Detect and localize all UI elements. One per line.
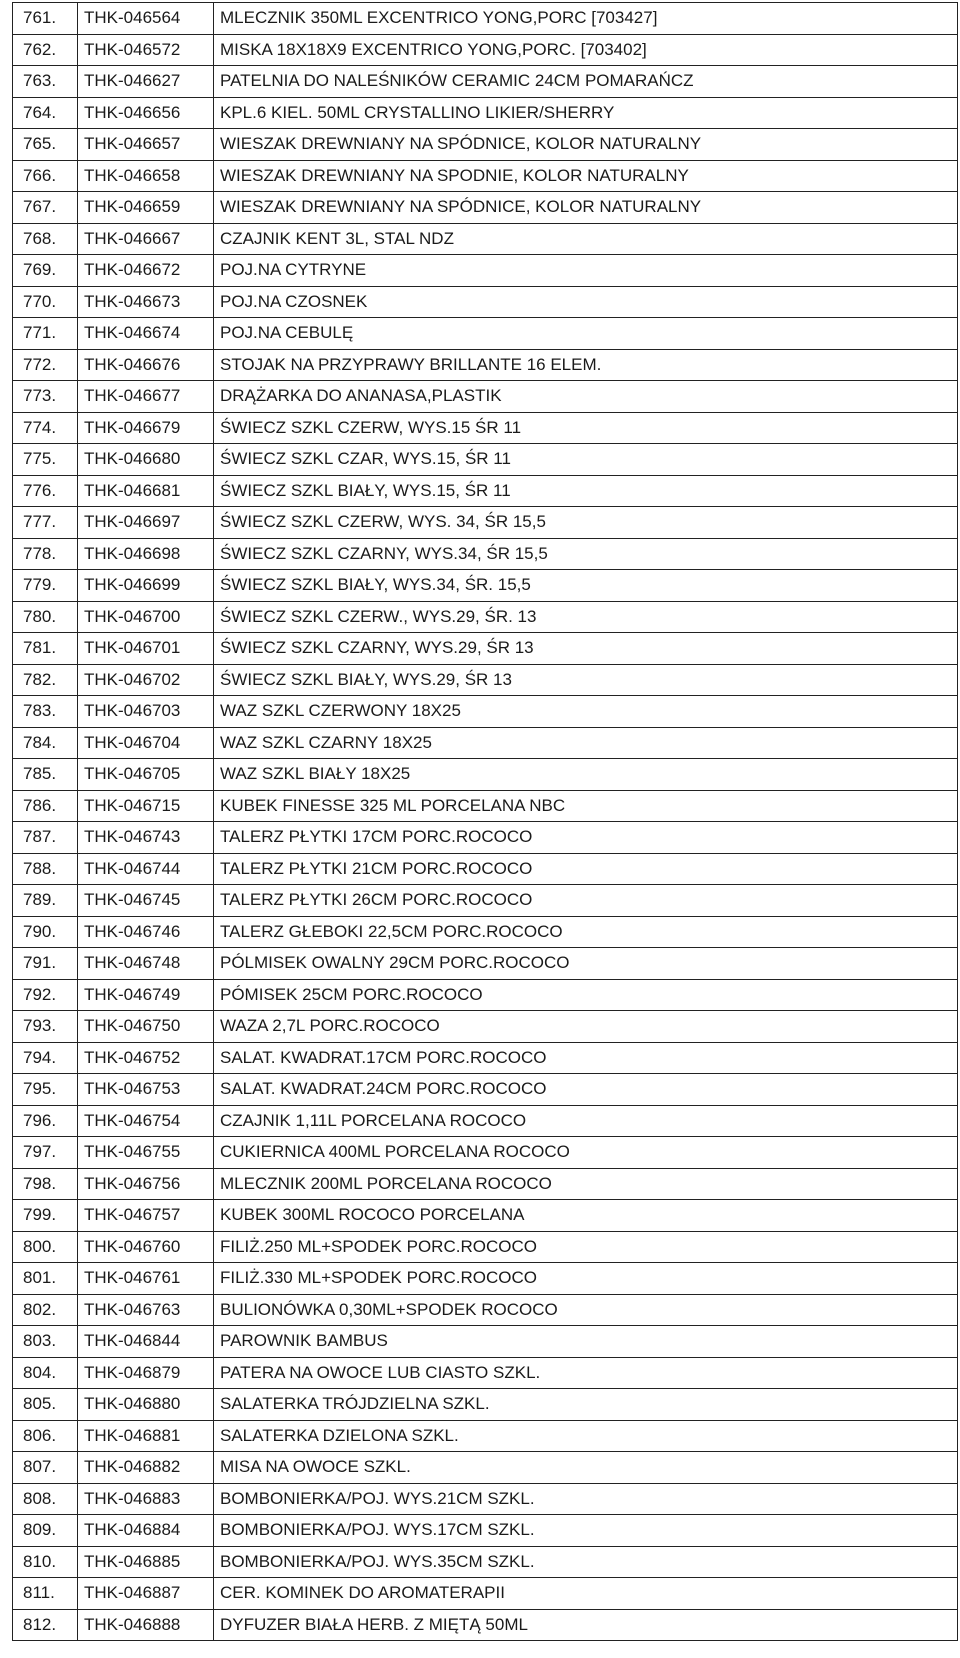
table-row [13, 1326, 958, 1358]
product-code: THK-046882 [78, 1452, 214, 1484]
product-code: THK-046657 [78, 129, 214, 161]
product-description: PÓLMISEK OWALNY 29CM PORC.ROCOCO [214, 948, 958, 980]
row-number: 778. [13, 538, 78, 570]
row-number: 811. [13, 1578, 78, 1610]
table-row [13, 822, 958, 854]
product-code: THK-046715 [78, 790, 214, 822]
table-row [13, 1231, 958, 1263]
product-description: SALAT. KWADRAT.17CM PORC.ROCOCO [214, 1042, 958, 1074]
product-code: THK-046680 [78, 444, 214, 476]
product-code: THK-046880 [78, 1389, 214, 1421]
table-row [13, 853, 958, 885]
product-description: POJ.NA CYTRYNE [214, 255, 958, 287]
row-number: 812. [13, 1609, 78, 1641]
row-number: 809. [13, 1515, 78, 1547]
product-description: MISKA 18X18X9 EXCENTRICO YONG,PORC. [703402] [214, 34, 958, 66]
product-code: THK-046672 [78, 255, 214, 287]
product-code: THK-046743 [78, 822, 214, 854]
table-row [13, 1137, 958, 1169]
product-code: THK-046702 [78, 664, 214, 696]
product-description: WIESZAK DREWNIANY NA SPÓDNICE, KOLOR NATURALNY [214, 129, 958, 161]
product-description: SALATERKA DZIELONA SZKL. [214, 1420, 958, 1452]
product-description: TALERZ PŁYTKI 21CM PORC.ROCOCO [214, 853, 958, 885]
table-row [13, 1200, 958, 1232]
product-code: THK-046755 [78, 1137, 214, 1169]
table-row [13, 318, 958, 350]
product-code: THK-046748 [78, 948, 214, 980]
product-description: WAZ SZKL BIAŁY 18X25 [214, 759, 958, 791]
table-row [13, 381, 958, 413]
table-row [13, 1105, 958, 1137]
product-code: THK-046701 [78, 633, 214, 665]
product-code: THK-046744 [78, 853, 214, 885]
table-row [13, 633, 958, 665]
row-number: 794. [13, 1042, 78, 1074]
table-row [13, 948, 958, 980]
product-description: MLECZNIK 350ML EXCENTRICO YONG,PORC [703427] [214, 3, 958, 35]
product-code: THK-046844 [78, 1326, 214, 1358]
table-row [13, 1168, 958, 1200]
row-number: 803. [13, 1326, 78, 1358]
product-code: THK-046885 [78, 1546, 214, 1578]
row-number: 780. [13, 601, 78, 633]
row-number: 779. [13, 570, 78, 602]
row-number: 796. [13, 1105, 78, 1137]
product-code: THK-046879 [78, 1357, 214, 1389]
row-number: 804. [13, 1357, 78, 1389]
table-row [13, 696, 958, 728]
table-row [13, 1042, 958, 1074]
table-row [13, 916, 958, 948]
product-description: ŚWIECZ SZKL CZERW, WYS. 34, ŚR 15,5 [214, 507, 958, 539]
table-row [13, 601, 958, 633]
row-number: 773. [13, 381, 78, 413]
row-number: 788. [13, 853, 78, 885]
row-number: 798. [13, 1168, 78, 1200]
product-description: WAZ SZKL CZARNY 18X25 [214, 727, 958, 759]
product-description: ŚWIECZ SZKL CZERW, WYS.15 ŚR 11 [214, 412, 958, 444]
row-number: 766. [13, 160, 78, 192]
row-number: 802. [13, 1294, 78, 1326]
table-row [13, 97, 958, 129]
product-description: CER. KOMINEK DO AROMATERAPII [214, 1578, 958, 1610]
row-number: 792. [13, 979, 78, 1011]
row-number: 797. [13, 1137, 78, 1169]
table-row [13, 475, 958, 507]
table-row [13, 1011, 958, 1043]
table-row [13, 3, 958, 35]
row-number: 787. [13, 822, 78, 854]
product-code: THK-046656 [78, 97, 214, 129]
product-description: ŚWIECZ SZKL BIAŁY, WYS.15, ŚR 11 [214, 475, 958, 507]
product-description: FILIŻ.330 ML+SPODEK PORC.ROCOCO [214, 1263, 958, 1295]
product-description: TALERZ GŁEBOKI 22,5CM PORC.ROCOCO [214, 916, 958, 948]
product-description: TALERZ PŁYTKI 26CM PORC.ROCOCO [214, 885, 958, 917]
table-row [13, 34, 958, 66]
row-number: 786. [13, 790, 78, 822]
row-number: 784. [13, 727, 78, 759]
row-number: 776. [13, 475, 78, 507]
row-number: 793. [13, 1011, 78, 1043]
product-description: POJ.NA CEBULĘ [214, 318, 958, 350]
product-code: THK-046763 [78, 1294, 214, 1326]
table-row [13, 66, 958, 98]
row-number: 770. [13, 286, 78, 318]
table-row [13, 129, 958, 161]
row-number: 805. [13, 1389, 78, 1421]
product-description: KUBEK 300ML ROCOCO PORCELANA [214, 1200, 958, 1232]
product-code: THK-046745 [78, 885, 214, 917]
product-description: ŚWIECZ SZKL CZARNY, WYS.29, ŚR 13 [214, 633, 958, 665]
table-row [13, 286, 958, 318]
product-code: THK-046697 [78, 507, 214, 539]
table-row [13, 790, 958, 822]
product-description: PÓMISEK 25CM PORC.ROCOCO [214, 979, 958, 1011]
table-row [13, 1074, 958, 1106]
product-description: SALATERKA TRÓJDZIELNA SZKL. [214, 1389, 958, 1421]
product-code: THK-046673 [78, 286, 214, 318]
product-code: THK-046705 [78, 759, 214, 791]
product-code: THK-046658 [78, 160, 214, 192]
product-code: THK-046881 [78, 1420, 214, 1452]
product-code: THK-046677 [78, 381, 214, 413]
product-description: POJ.NA CZOSNEK [214, 286, 958, 318]
product-code: THK-046698 [78, 538, 214, 570]
product-code: THK-046703 [78, 696, 214, 728]
product-code: THK-046704 [78, 727, 214, 759]
row-number: 777. [13, 507, 78, 539]
product-description: ŚWIECZ SZKL BIAŁY, WYS.29, ŚR 13 [214, 664, 958, 696]
table-row [13, 507, 958, 539]
row-number: 768. [13, 223, 78, 255]
product-code: THK-046752 [78, 1042, 214, 1074]
product-table-body [13, 3, 958, 1641]
table-row [13, 538, 958, 570]
row-number: 775. [13, 444, 78, 476]
product-code: THK-046667 [78, 223, 214, 255]
table-row [13, 349, 958, 381]
product-description: WIESZAK DREWNIANY NA SPODNIE, KOLOR NATURALNY [214, 160, 958, 192]
product-description: ŚWIECZ SZKL CZARNY, WYS.34, ŚR 15,5 [214, 538, 958, 570]
product-code: THK-046676 [78, 349, 214, 381]
table-row [13, 1420, 958, 1452]
product-description: PATELNIA DO NALEŚNIKÓW CERAMIC 24CM POMARAŃCZ [214, 66, 958, 98]
product-code: THK-046750 [78, 1011, 214, 1043]
table-row [13, 759, 958, 791]
table-row [13, 1578, 958, 1610]
table-row [13, 223, 958, 255]
row-number: 774. [13, 412, 78, 444]
table-row [13, 1294, 958, 1326]
table-row [13, 1263, 958, 1295]
table-row [13, 1357, 958, 1389]
table-row [13, 1483, 958, 1515]
product-description: ŚWIECZ SZKL CZERW., WYS.29, ŚR. 13 [214, 601, 958, 633]
product-description: DYFUZER BIAŁA HERB. Z MIĘTĄ 50ML [214, 1609, 958, 1641]
product-code: THK-046627 [78, 66, 214, 98]
product-description: WAZA 2,7L PORC.ROCOCO [214, 1011, 958, 1043]
product-code: THK-046746 [78, 916, 214, 948]
row-number: 789. [13, 885, 78, 917]
product-code: THK-046749 [78, 979, 214, 1011]
row-number: 761. [13, 3, 78, 35]
row-number: 771. [13, 318, 78, 350]
product-code: THK-046883 [78, 1483, 214, 1515]
product-description: WIESZAK DREWNIANY NA SPÓDNICE, KOLOR NATURALNY [214, 192, 958, 224]
product-code: THK-046761 [78, 1263, 214, 1295]
product-description: PAROWNIK BAMBUS [214, 1326, 958, 1358]
product-description: CZAJNIK KENT 3L, STAL NDZ [214, 223, 958, 255]
table-row [13, 1546, 958, 1578]
table-row [13, 1452, 958, 1484]
product-code: THK-046700 [78, 601, 214, 633]
row-number: 782. [13, 664, 78, 696]
product-code: THK-046884 [78, 1515, 214, 1547]
row-number: 808. [13, 1483, 78, 1515]
row-number: 763. [13, 66, 78, 98]
product-code: THK-046754 [78, 1105, 214, 1137]
row-number: 785. [13, 759, 78, 791]
row-number: 806. [13, 1420, 78, 1452]
product-code: THK-046564 [78, 3, 214, 35]
table-row [13, 664, 958, 696]
product-description: CZAJNIK 1,11L PORCELANA ROCOCO [214, 1105, 958, 1137]
product-description: KPL.6 KIEL. 50ML CRYSTALLINO LIKIER/SHERRY [214, 97, 958, 129]
table-row [13, 885, 958, 917]
row-number: 807. [13, 1452, 78, 1484]
product-code: THK-046887 [78, 1578, 214, 1610]
product-description: FILIŻ.250 ML+SPODEK PORC.ROCOCO [214, 1231, 958, 1263]
row-number: 790. [13, 916, 78, 948]
product-description: CUKIERNICA 400ML PORCELANA ROCOCO [214, 1137, 958, 1169]
product-description: DRĄŻARKA DO ANANASA,PLASTIK [214, 381, 958, 413]
row-number: 769. [13, 255, 78, 287]
product-code: THK-046572 [78, 34, 214, 66]
product-description: ŚWIECZ SZKL BIAŁY, WYS.34, ŚR. 15,5 [214, 570, 958, 602]
product-code: THK-046756 [78, 1168, 214, 1200]
row-number: 810. [13, 1546, 78, 1578]
product-code: THK-046753 [78, 1074, 214, 1106]
row-number: 795. [13, 1074, 78, 1106]
row-number: 765. [13, 129, 78, 161]
row-number: 772. [13, 349, 78, 381]
product-description: BULIONÓWKA 0,30ML+SPODEK ROCOCO [214, 1294, 958, 1326]
table-row [13, 570, 958, 602]
product-code: THK-046760 [78, 1231, 214, 1263]
table-row [13, 444, 958, 476]
row-number: 791. [13, 948, 78, 980]
product-description: KUBEK FINESSE 325 ML PORCELANA NBC [214, 790, 958, 822]
row-number: 762. [13, 34, 78, 66]
product-description: MISA NA OWOCE SZKL. [214, 1452, 958, 1484]
row-number: 801. [13, 1263, 78, 1295]
product-code: THK-046699 [78, 570, 214, 602]
row-number: 783. [13, 696, 78, 728]
table-row [13, 1389, 958, 1421]
row-number: 799. [13, 1200, 78, 1232]
table-row [13, 1609, 958, 1641]
product-code: THK-046757 [78, 1200, 214, 1232]
row-number: 767. [13, 192, 78, 224]
table-row [13, 255, 958, 287]
product-description: STOJAK NA PRZYPRAWY BRILLANTE 16 ELEM. [214, 349, 958, 381]
row-number: 800. [13, 1231, 78, 1263]
product-description: TALERZ PŁYTKI 17CM PORC.ROCOCO [214, 822, 958, 854]
product-code: THK-046659 [78, 192, 214, 224]
product-description: BOMBONIERKA/POJ. WYS.35CM SZKL. [214, 1546, 958, 1578]
product-description: SALAT. KWADRAT.24CM PORC.ROCOCO [214, 1074, 958, 1106]
product-description: MLECZNIK 200ML PORCELANA ROCOCO [214, 1168, 958, 1200]
table-row [13, 160, 958, 192]
product-description: PATERA NA OWOCE LUB CIASTO SZKL. [214, 1357, 958, 1389]
product-code: THK-046674 [78, 318, 214, 350]
product-description: BOMBONIERKA/POJ. WYS.21CM SZKL. [214, 1483, 958, 1515]
table-row [13, 979, 958, 1011]
table-row [13, 192, 958, 224]
product-code: THK-046679 [78, 412, 214, 444]
row-number: 764. [13, 97, 78, 129]
table-row [13, 727, 958, 759]
product-code: THK-046681 [78, 475, 214, 507]
product-description: ŚWIECZ SZKL CZAR, WYS.15, ŚR 11 [214, 444, 958, 476]
product-table [12, 2, 958, 1641]
table-row [13, 412, 958, 444]
product-description: WAZ SZKL CZERWONY 18X25 [214, 696, 958, 728]
product-description: BOMBONIERKA/POJ. WYS.17CM SZKL. [214, 1515, 958, 1547]
product-code: THK-046888 [78, 1609, 214, 1641]
table-row [13, 1515, 958, 1547]
row-number: 781. [13, 633, 78, 665]
